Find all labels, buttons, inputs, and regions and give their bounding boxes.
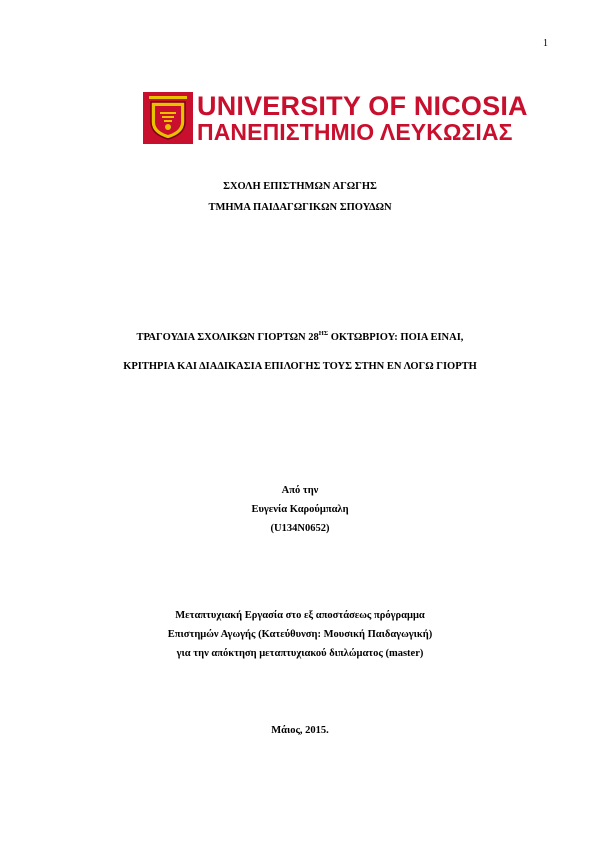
title-line-1-pre: ΤΡΑΓΟΥΔΙΑ ΣΧΟΛΙΚΩΝ ΓΙΟΡΤΩΝ 28 [136,332,319,343]
author-name: Ευγενία Καρούμπαλη [251,504,349,515]
thesis-description-line-1: Μεταπτυχιακή Εργασία στο εξ αποστάσεως πρόγραμμα [175,610,425,621]
page-number: 1 [543,38,548,49]
logo-english-text: UNIVERSITY OF NICOSIA [197,91,528,121]
university-logo [143,91,528,145]
author-by: Από την [281,485,319,496]
title-line-1-post: ΟΚΤΩΒΡΙΟΥ: ΠΟΙΑ ΕΙΝΑΙ, [328,332,464,343]
thesis-title-line-1 [0,332,600,343]
thesis-title-line-2: ΚΡΙΤΗΡΙΑ ΚΑΙ ΔΙΑΔΙΚΑΣΙΑ ΕΠΙΛΟΓΗΣ ΤΟΥΣ ΣΤΗΝ ΕΝ ΛΟΓΩ ΓΙΟΡΤΗ [123,361,477,372]
thesis-description-line-2: Επιστημών Αγωγής (Κατεύθυνση: Μουσική Παιδαγωγική) [167,629,433,640]
logo-greek-text: ΠΑΝΕΠΙΣΤΗΜΙΟ ΛΕΥΚΩΣΙΑΣ [197,119,513,145]
thesis-description-line-3: για την απόκτηση μεταπτυχιακού διπλώματος (master) [176,648,424,659]
student-id: (U134N0652) [270,523,330,534]
submission-date: Μάιος, 2015. [271,725,329,736]
title-superscript: ΗΣ [318,330,329,337]
department-name: ΤΜΗΜΑ ΠΑΙΔΑΓΩΓΙΚΩΝ ΣΠΟΥΔΩΝ [208,202,392,213]
school-name: ΣΧΟΛΗ ΕΠΙΣΤΗΜΩΝ ΑΓΩΓΗΣ [223,181,377,192]
university-crest-icon [143,92,193,144]
